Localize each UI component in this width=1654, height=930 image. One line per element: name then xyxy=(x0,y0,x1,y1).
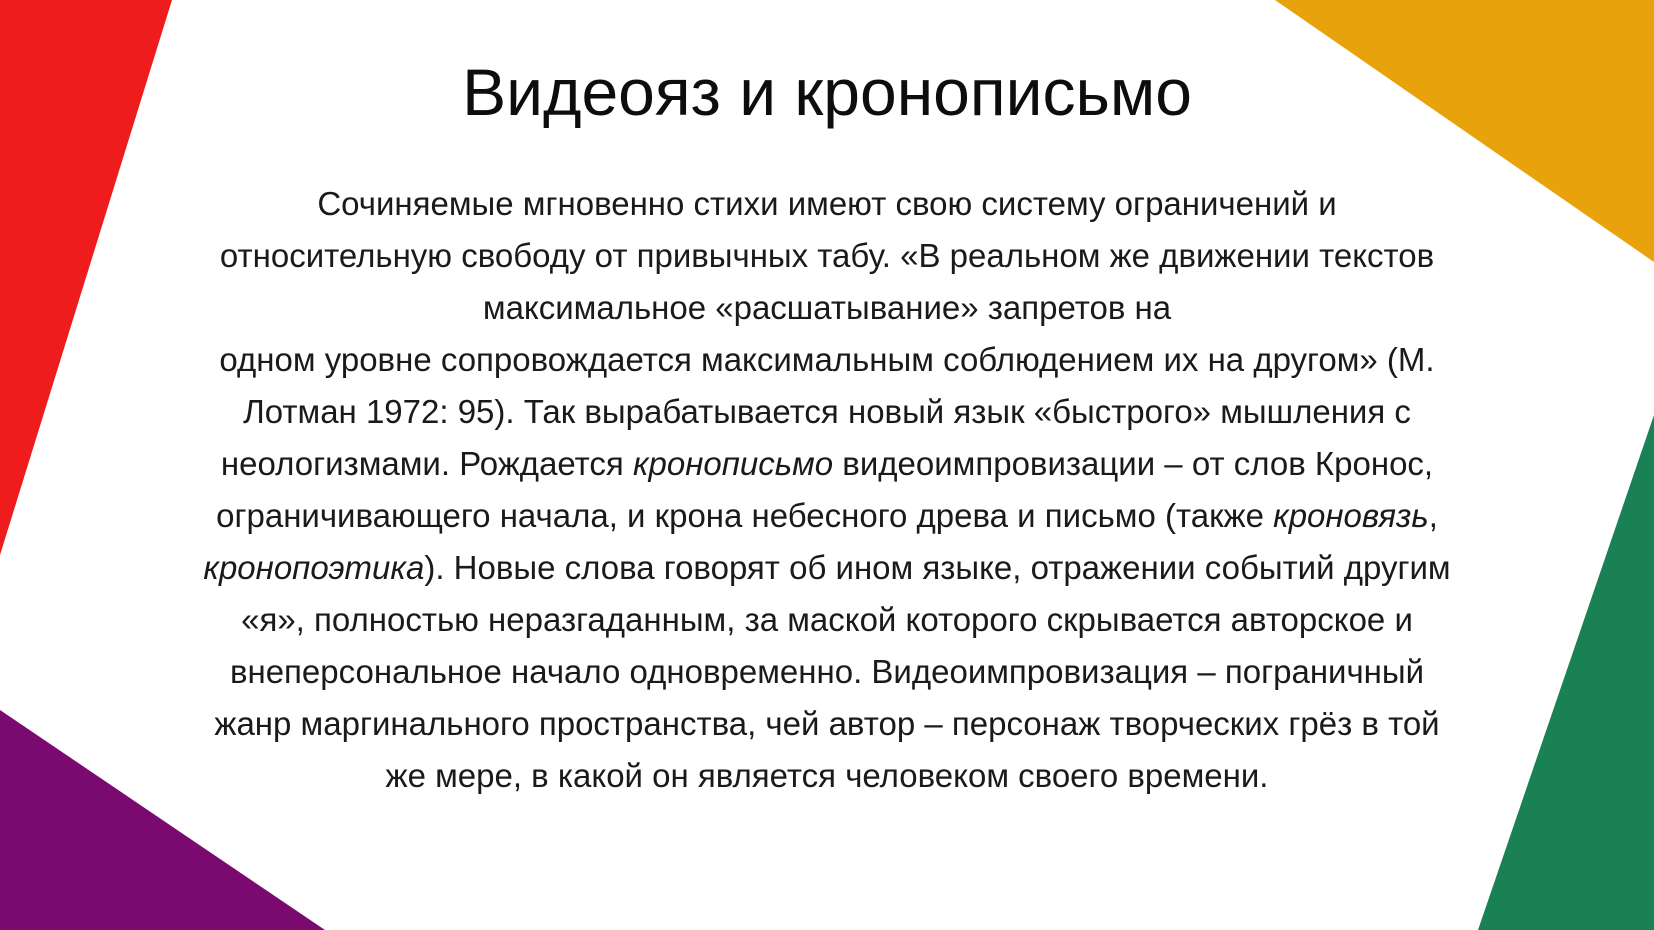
body-line xyxy=(108,386,1546,438)
body-line xyxy=(108,230,1546,282)
body-line xyxy=(108,594,1546,646)
body-text-segment: видеоимпровизации – от слов Кронос, xyxy=(833,445,1434,482)
body-text-segment: же мере, в какой он является человеком своего времени. xyxy=(385,757,1269,794)
body-text-segment: относительную свободу от привычных табу. «В реальном же движении текстов xyxy=(219,237,1435,274)
body-text-segment: ). Новые слова говорят об ином языке, отражении событий другим xyxy=(424,549,1451,586)
body-text-segment: «я», полностью неразгаданным, за маской которого скрывается авторское и xyxy=(241,601,1413,638)
body-line xyxy=(108,490,1546,542)
body-line xyxy=(108,178,1546,230)
body-text-segment: Лотман 1972: 95). Так вырабатывается новый язык «быстрого» мышления с xyxy=(243,393,1411,430)
body-line xyxy=(108,334,1546,386)
italic-term: кроновязь xyxy=(1273,497,1429,534)
body-text-segment: максимальное «расшатывание» запретов на xyxy=(482,289,1172,326)
body-line xyxy=(108,282,1546,334)
body-line xyxy=(108,438,1546,490)
body-line xyxy=(108,698,1546,750)
body-text-segment: неологизмами. Рождается xyxy=(220,445,633,482)
italic-term: кронописьмо xyxy=(632,445,834,482)
italic-term: кронопоэтика xyxy=(203,549,425,586)
body-text-segment: жанр маргинального пространства, чей автор – персонаж творческих грёз в той xyxy=(214,705,1440,742)
body-text-segment: одном уровне сопровождается максимальным соблюдением их на другом» (М. xyxy=(219,341,1435,378)
body-text-segment: внеперсональное начало одновременно. Видеоимпровизация – пограничный xyxy=(229,653,1425,690)
body-line xyxy=(108,542,1546,594)
body-text-segment: ограничивающего начала, и крона небесного древа и письмо (также xyxy=(216,497,1274,534)
body-paragraph xyxy=(108,178,1546,802)
body-line xyxy=(108,646,1546,698)
slide-title: Видеояз и кронописьмо xyxy=(462,55,1192,129)
body-text-segment: Сочиняемые мгновенно стихи имеют свою систему ограничений и xyxy=(317,185,1337,222)
body-line xyxy=(108,750,1546,802)
body-text-segment: , xyxy=(1428,497,1438,534)
